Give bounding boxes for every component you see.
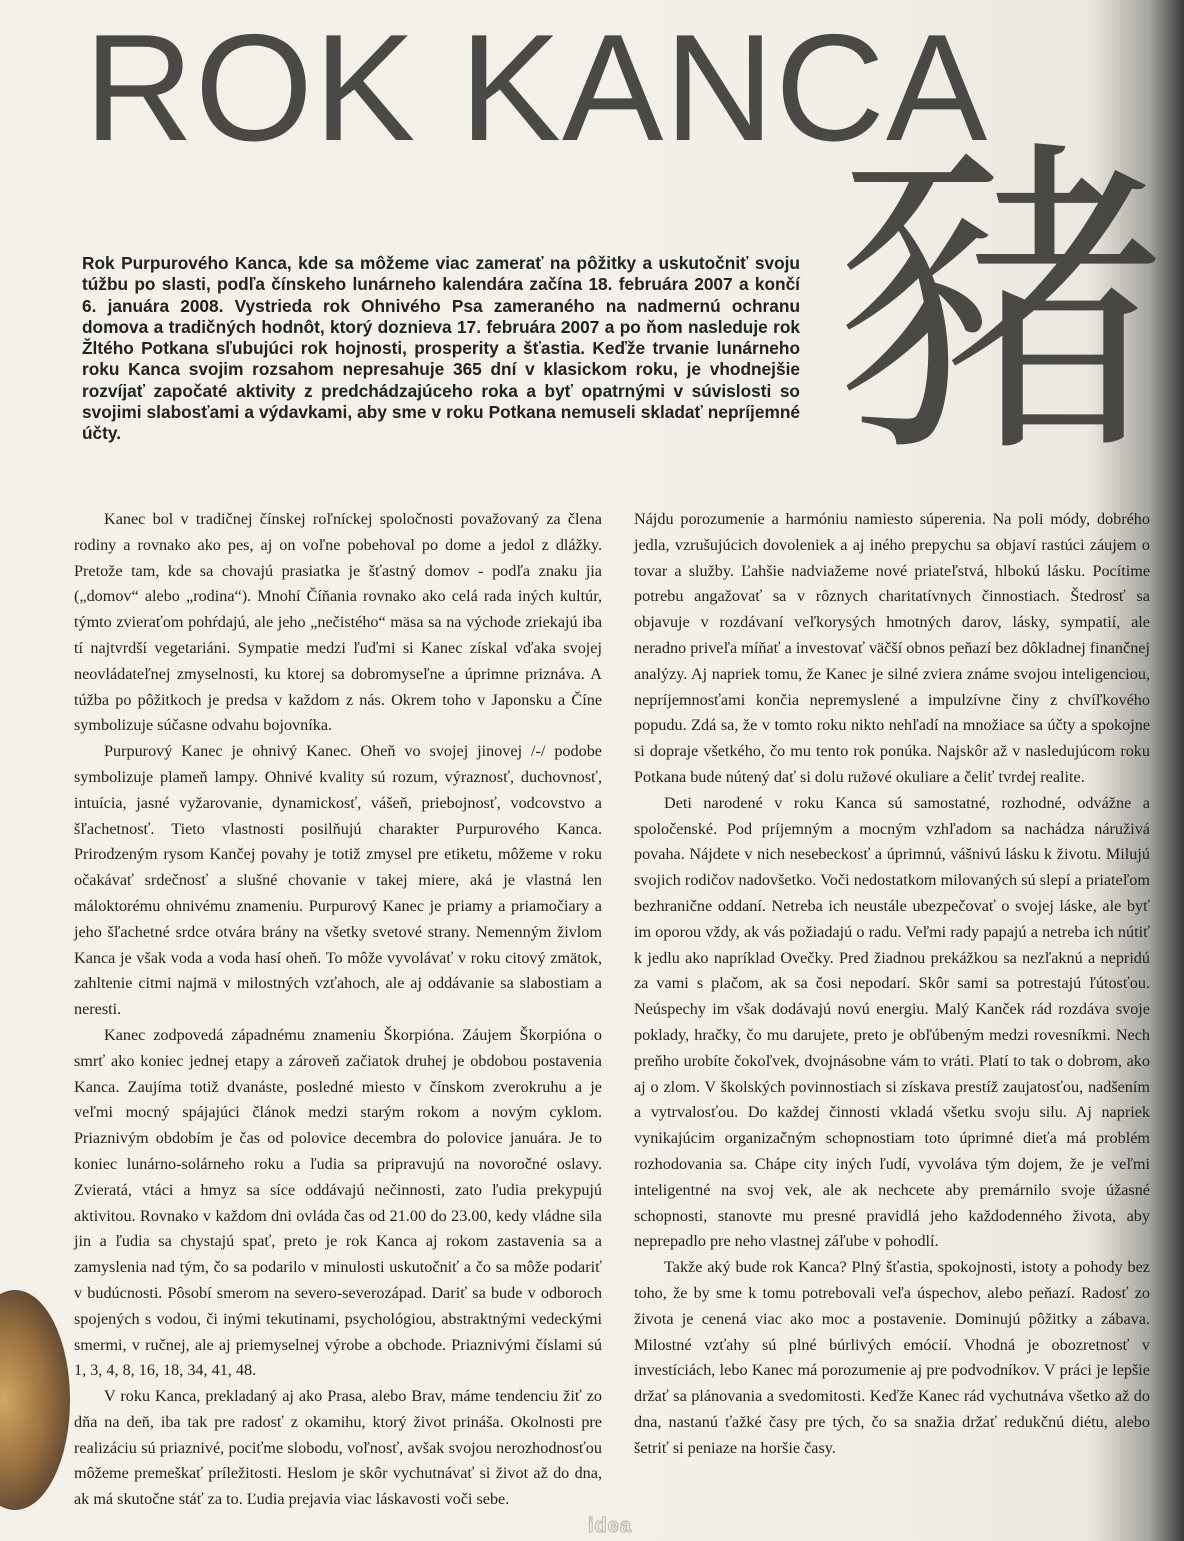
magazine-logo: idea xyxy=(587,1515,633,1537)
page-title: ROK KANCA xyxy=(84,3,989,173)
body-paragraph: V roku Kanca, prekladaný aj ako Prasa, alebo Brav, máme tendenciu žiť zo dňa na deň, iba tak pre radosť z okamihu, ktorý život prináša. Okolnosti pre realizáciu sú priaznivé, pociťme slobodu, voľnosť, avšak svojou nerozhodnosťou môžeme premeškať príležitosti. Heslom je skôr vychutnávať si život až do dna, ak má skutočne stáť za to. Ľudia prejavia viac láskavosti voči sebe. xyxy=(74,1387,602,1509)
right-column xyxy=(634,507,1150,1461)
lead-paragraph: Rok Purpurového Kanca, kde sa môžeme viac zamerať na pôžitky a uskutočniť svoju túžbu po slasti, podľa čínskeho lunárneho kalendára začína 18. februára 2007 a končí 6. januára 2008. Vystrieda rok Ohnivého Psa zameraného na nadmernú ochranu domova a tradičných hodnôt, ktorý doznieva 17. februára 2007 a po ňom nasleduje rok Žltého Potkana sľubujúci rok hojnosti, prosperity a šťastia. Keďže trvanie lunárneho roku Kanca svojim rozsahom nepresahuje 365 dní v klasickom roku, je vhodnejšie rozvíjať započaté aktivity z predchádzajúceho roka a byť opatrnými v súvislosti so svojimi slabosťami a výdavkami, aby sme v roku Potkana nemuseli skladať nepríjemné účty. xyxy=(82,253,800,444)
body-paragraph: Kanec zodpovedá západnému znameniu Škorpióna. Záujem Škorpióna o smrť ako koniec jednej etapy a zároveň začiatok druhej je obdobou postavenia Kanca. Zaujíma totiž dvanáste, posledné miesto v čínskom zverokruhu a je veľmi mocný spájajúci článok medzi starým rokom a novým cyklom. Priaznivým obdobím je čas od polovice decembra do polovice januára. Je to koniec lunárno-solárneho roku a ľudia sa pripravujú na novoročné oslavy. Zvieratá, vtáci a hmyz sa síce oddávajú nečinnosti, zato ľudia prekypujú aktivitou. Rovnako v každom dni ovláda čas od 21.00 do 23.00, kedy vládne sila jin a ľudia sa chystajú spať, preto je rok Kanca aj rokom zastavenia sa a zamyslenia nad tým, čo sa podarilo v minulosti uskutočniť a čo sa môže podariť v budúcnosti. Pôsobí smerom na severo-severozápad. Dariť sa bude v odboroch spojených s vodou, či inými tekutinami, psychológiou, abstraktnými vedeckými smermi, v ručnej, ale aj priemyselnej výrobe a obchode. Priaznivými číslami sú 1, 3, 4, 8, 16, 18, 34, 41, 48. xyxy=(74,1025,602,1380)
left-column xyxy=(74,507,602,1513)
body-paragraph: Takže aký bude rok Kanca? Plný šťastia, spokojnosti, istoty a pohody bez toho, že by sme k tomu potrebovali veľa úspechov, alebo peňazí. Radosť zo života je cenená viac ako moc a postavenie. Dominujú pôžitky a zábava. Milostné vzťahy sú plné búrlivých emócií. Vhodná je obozretnosť v investíciách, lebo Kanec má porozumenie aj pre podvodníkov. V práci je lepšie držať sa plánovania a svedomitosti. Keďže Kanec rád vychutnáva všetko až do dna, nastanú ťažké časy pre tých, čo sa snažia držať redukčnú diétu, alebo šetriť si peniaze na horšie časy. xyxy=(634,1258,1150,1457)
decorative-shell-image xyxy=(0,1290,70,1510)
chinese-character-pig-icon: 豬 xyxy=(835,113,1165,497)
body-paragraph: Kanec bol v tradičnej čínskej roľníckej spoločnosti považovaný za člena rodiny a rovnako ako pes, aj on voľne pobehoval po dome a jedol z dlážky. Pretože tam, kde sa chovajú prasiatka je šťastný domov - podľa znaku jia („domov“ alebo „rodina“). Mnohí Číňania rovnako ako celá rada iných kultúr, týmto zvieraťom pohŕdajú, ale jeho „nečistého“ mäsa sa na východe zriekajú iba tí najtvrdší vegetariáni. Sympatie medzi ľuďmi si Kanec získal vďaka svojej neovládateľnej zmyselnosti, ku ktorej sa dobromyseľne a úprimne priznáva. A túžba po pôžitkoch je predsa v každom z nás. Okrem toho v Japonsku a Číne symbolizuje súčasne odvahu bojovníka. xyxy=(74,510,602,735)
body-paragraph: Deti narodené v roku Kanca sú samostatné, rozhodné, odvážne a spoločenské. Pod príjemným a mocným vzhľadom sa nachádza náruživá povaha. Nájdete v nich nesebeckosť a úprimnú, vášnivú lásku k životu. Milujú svojich rodičov nadovšetko. Voči nedostatkom milovaných sú slepí a priateľom bezhranične oddaní. Netreba ich neustále ubezpečovať o svojej láske, ale byť im oporou vždy, ak vás požiadajú o radu. Veľmi rady papajú a netreba ich nútiť k jedlu ako napríklad Ovečky. Pred žiadnou prekážkou sa nezľaknú a nepridú za vami s plačom, ak sa čosi nepodarí. Skôr sami sa potrestajú ľútosťou. Neúspechy im však dodávajú novú energiu. Malý Kanček rád rozdáva svoje poklady, hračky, čo mu darujete, preto je obľúbeným medzi rovesníkmi. Nech preňho urobíte čokoľvek, dvojnásobne vám to vráti. Platí to tak o dobrom, ako aj o zlom. V školských povinnostiach si získava prestíž zaujatosťou, nadšením a vytrvalosťou. Do každej činnosti vkladá všetku svoju silu. Aj napriek vynikajúcim organizačným schopnostiam toto úprimné dieťa má problém rozhodovania sa. Chápe city iných ľudí, vyvoláva tým dojem, že je veľmi inteligentné na svoj vek, ale ak nechcete aby premárnilo svoje úžasné schopnosti, stanovte mu presné pravidlá jeho každodenného života, aby neprepadlo pre neho vlastnej záľube v pohodlí. xyxy=(634,793,1150,1251)
body-paragraph: Purpurový Kanec je ohnivý Kanec. Oheň vo svojej jinovej /-/ podobe symbolizuje plameň lampy. Ohnivé kvality sú rozum, výraznosť, duchovnosť, intuícia, jasné vyžarovanie, dynamickosť, vášeň, priebojnosť, vodcovstvo a šľachetnosť. Tieto vlastnosti posilňujú charakter Purpurového Kanca. Prirodzeným rysom Kančej povahy je totiž zmysel pre etiketu, môžeme v roku očakávať srdečnosť a slušné chovanie v takej miere, aká je vlastná len máloktorému ohnivému znameniu. Purpurový Kanec je priamy a priamočiary a jeho šľachetné srdce otvára brány na všetky svetové strany. Nemenným živlom Kanca je však voda a voda hasí oheň. To môže vyvolávať v roku citový zmätok, zahltenie citmi najmä v milostných vzťahoch, ale aj oddávanie sa slabostiam a neresti. xyxy=(74,742,602,1019)
body-paragraph-continued: Nájdu porozumenie a harmóniu namiesto súperenia. Na poli módy, dobrého jedla, vzrušujúcich dovoleniek a aj iného prepychu sa objaví rastúci záujem o tovar a služby. Ľahšie nadviažeme nové priateľstvá, hlbokú lásku. Pocítime potrebu angažovať sa v rôznych charitatívnych činnostiach. Štedrosť sa objavuje v rozdávaní veľkorysých hmotných darov, lásky, sympatií, ale neradno priveľa míňať a investovať väčší obnos peňazí bez dôkladnej finančnej analýzy. Aj napriek tomu, že Kanec je silné zviera známe svojou inteligenciou, nepríjemnosťami končia nepremyslené a impulzívne činy z chvíľkového popudu. Zdá sa, že v tomto roku nikto nehľadí na množiace sa účty a spokojne si dopraje všetkého, čo mu tento rok ponúka. Najskôr až v nasledujúcom roku Potkana bude nútený dať si dolu ružové okuliare a čeliť tvrdej realite. xyxy=(634,510,1150,786)
